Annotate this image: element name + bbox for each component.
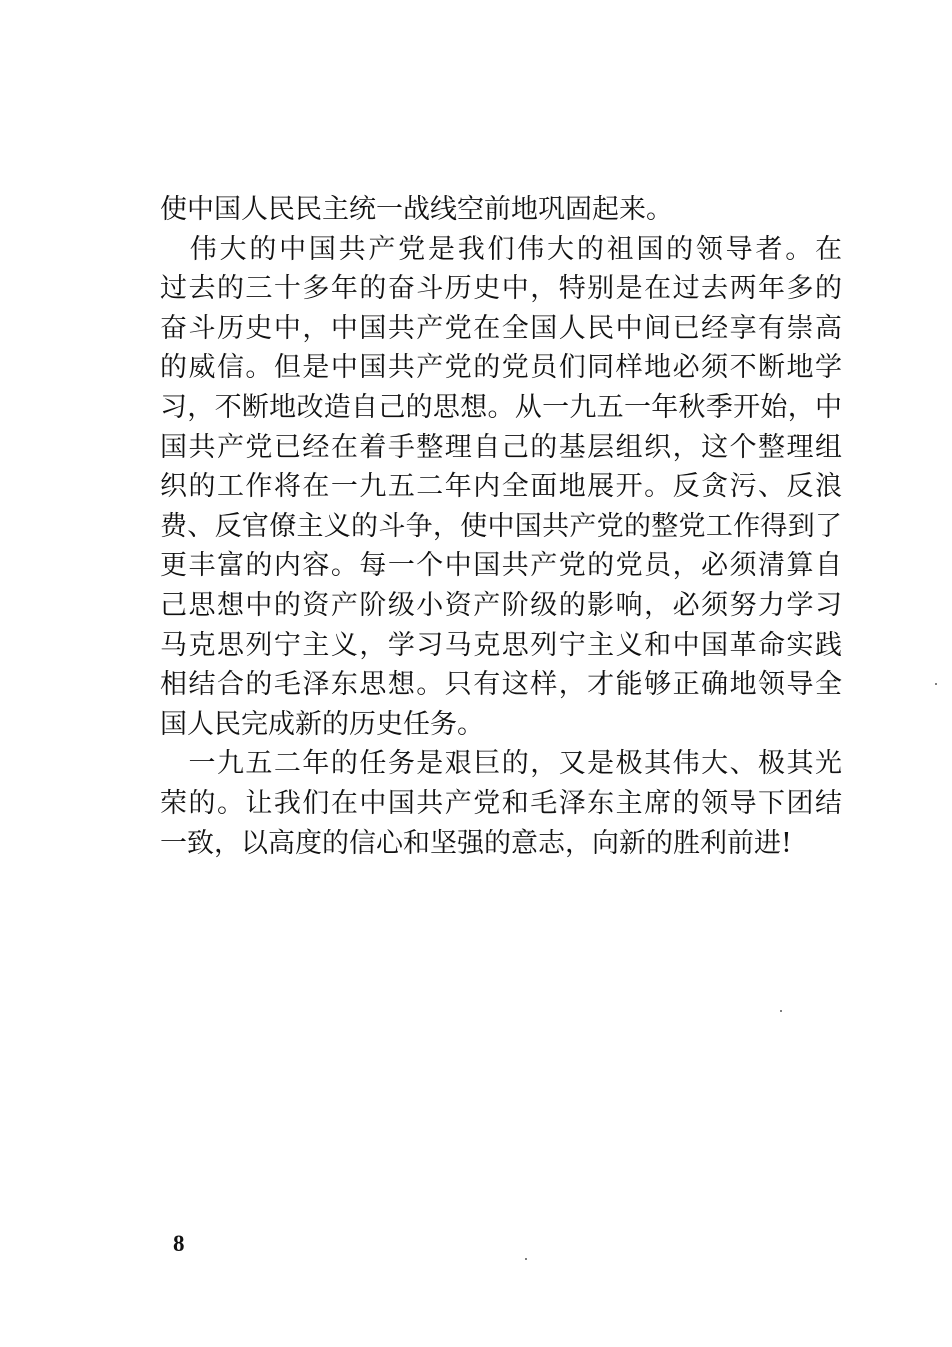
text-line: 国人民完成新的历史任务。	[160, 708, 484, 740]
scan-speck	[935, 683, 937, 685]
text-line: 使中国人民民主统一战线空前地巩固起来。	[160, 194, 673, 225]
text-line: 更丰富的内容。每一个中国共产党的党员，必须清算自	[160, 550, 842, 582]
text-line: 织的工作将在一九五二年内全面地展开。反贪污、反浪	[160, 471, 842, 503]
text-line: 奋斗历史中，中国共产党在全国人民中间已经享有崇高	[160, 312, 842, 344]
text-line: 费、反官僚主义的斗争，使中国共产党的整党工作得到了	[160, 510, 842, 542]
text-line: 伟大的中国共产党是我们伟大的祖国的领导者。在	[160, 233, 842, 265]
text-line: 过去的三十多年的奋斗历史中，特别是在过去两年多的	[160, 273, 842, 305]
text-line: 一致，以高度的信心和坚强的意志，向新的胜利前进!	[160, 827, 792, 859]
text-line: 的威信。但是中国共产党的党员们同样地必须不断地学	[160, 352, 842, 384]
text-line: 习，不断地改造自己的思想。从一九五一年秋季开始，中	[160, 391, 842, 423]
body-text	[160, 190, 842, 863]
text-line: 相结合的毛泽东思想。只有这样，才能够正确地领导全	[160, 669, 842, 701]
text-line: 马克思列宁主义，学习马克思列宁主义和中国革命实践	[160, 629, 842, 661]
text-line: 荣的。让我们在中国共产党和毛泽东主席的领导下团结	[160, 787, 842, 819]
text-line: 己思想中的资产阶级小资产阶级的影响，必须努力学习	[160, 589, 842, 621]
scan-speck	[780, 1010, 782, 1012]
text-line: 一九五二年的任务是艰巨的，又是极其伟大、极其光	[160, 748, 842, 780]
text-line: 国共产党已经在着手整理自己的基层组织，这个整理组	[160, 431, 842, 463]
scan-speck	[525, 1258, 527, 1260]
page-number: 8	[173, 1231, 185, 1256]
